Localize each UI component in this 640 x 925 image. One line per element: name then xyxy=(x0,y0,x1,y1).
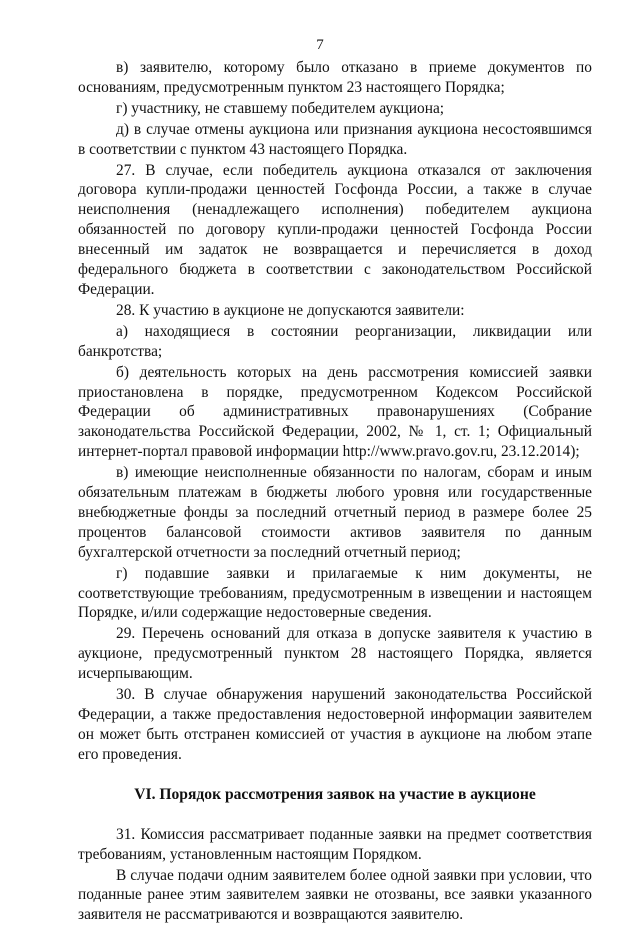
paragraph: в) заявителю, которому было отказано в приеме документов по основаниям, предусмотренным пунктом 23 настоящего Порядка; xyxy=(78,59,592,96)
paragraph: б) деятельность которых на день рассмотрения комиссией заявки приостановлена в порядке, предусмотренном Кодексом Российской Федерации об административных правонарушениях (Собрание законодательства Российской Федерации, 2002, № 1, ст. 1; Официальный интернет-портал правовой информации http://www.pravo.gov.ru, 23.12.2014); xyxy=(78,363,592,461)
paragraph: 30. В случае обнаружения нарушений законодательства Российской Федерации, а также предоставления недостоверной информации заявителем он может быть отстранен комиссией от участия в аукционе на любом этапе его проведения. xyxy=(78,686,592,763)
document-body xyxy=(78,58,592,925)
paragraph: В случае подачи одним заявителем более одной заявки при условии, что поданные ранее этим заявителем заявки не отозваны, все заявки указанного заявителя не рассматриваются и возвращаются заявителю. xyxy=(78,866,592,924)
paragraph: д) в случае отмены аукциона или признания аукциона несостоявшимся в соответствии с пунктом 43 настоящего Порядка. xyxy=(78,120,592,158)
paragraph: г) подавшие заявки и прилагаемые к ним документы, не соответствующие требованиям, предусмотренным в извещении и настоящем Порядке, и/или содержащие недостоверные сведения. xyxy=(78,564,592,622)
page-number: 7 xyxy=(316,37,324,53)
paragraph: а) находящиеся в состоянии реорганизации, ликвидации или банкротства; xyxy=(78,322,592,360)
paragraph: в) имеющие неисполненные обязанности по налогам, сборам и иным обязательным платежам в бюджеты любого уровня или государственные внебюджетные фонды за последний отчетный период в размере более 25 процентов балансовой стоимости активов заявителя по данным бухгалтерской отчетности за последний отчетный период; xyxy=(78,464,592,561)
paragraph: г) участнику, не ставшему победителем аукциона; xyxy=(116,99,445,117)
paragraph: 29. Перечень оснований для отказа в допуске заявителя к участию в аукционе, предусмотренный пунктом 28 настоящего Порядка, является исчерпывающим. xyxy=(78,625,592,683)
paragraph: 31. Комиссия рассматривает поданные заявки на предмет соответствия требованиям, установленным настоящим Порядком. xyxy=(78,825,592,863)
paragraph: 28. К участию в аукционе не допускаются заявители: xyxy=(116,301,465,319)
section-heading: VI. Порядок рассмотрения заявок на участие в аукционе xyxy=(134,785,536,803)
paragraph: 27. В случае, если победитель аукциона отказался от заключения договора купли-продажи ценностей Госфонда России, а также в случае неисполнения (ненадлежащего исполнения) победителем аукциона обязанностей по договору купли-продажи ценностей Госфонда России внесенный им задаток не возвращается и перечисляется в доход федерального бюджета в соответствии с законодательством Российской Федерации. xyxy=(78,161,592,298)
